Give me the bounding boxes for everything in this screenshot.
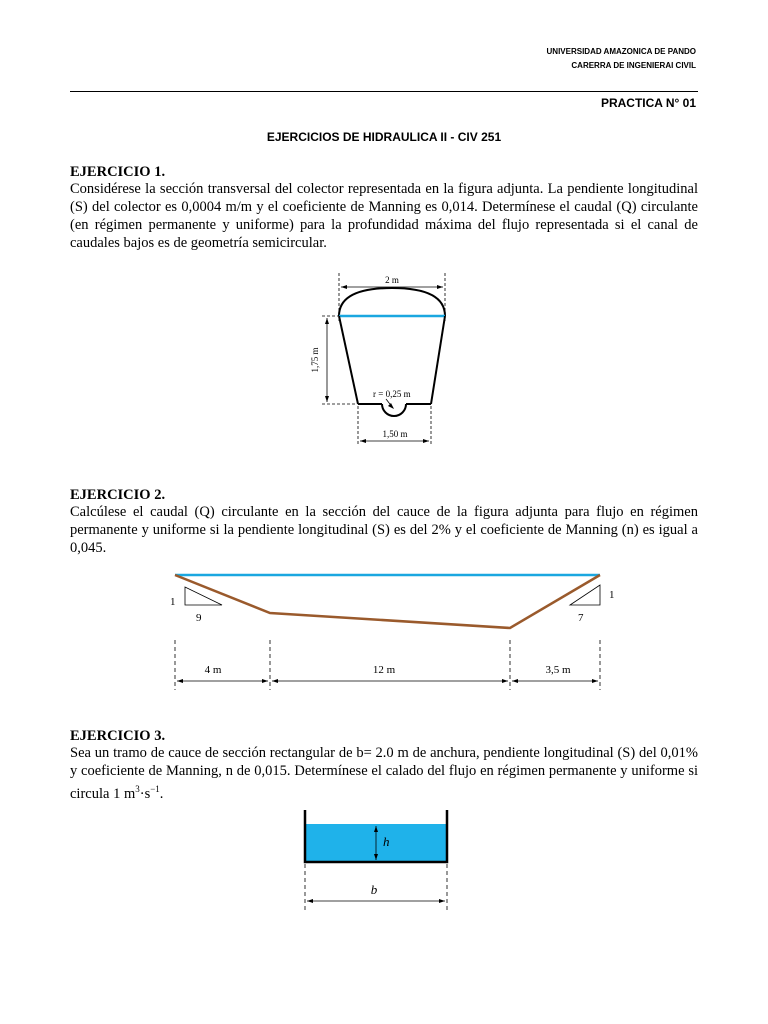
right-slope-vertical: 1: [609, 589, 615, 601]
exercise-1-heading: EJERCICIO 1.: [70, 164, 166, 180]
exercise-2-heading: EJERCICIO 2.: [70, 487, 166, 503]
header-rule: [70, 91, 698, 92]
radius-label: r = 0,25 m: [373, 389, 411, 399]
dim-left-label: 4 m: [204, 664, 222, 676]
practica-number: PRACTICA N° 01: [600, 96, 696, 110]
bottom-width-label: 1,50 m: [382, 429, 408, 439]
width-label: b: [370, 882, 378, 897]
exercise-3-text: Sea un tramo de cauce de sección rectangular de b= 2.0 m de anchura, pendiente longitudinal (S) del 0,01% y coeficiente de Manning, n de 0,015. Determínese el calado del flujo en régimen permanente y uniforme si circula 1 $m^3\cdot s^{-1}$.: [70, 745, 698, 802]
exercise-2-figure: [160, 565, 620, 695]
left-slope-horizontal: 9: [196, 612, 202, 624]
exercise-1-text: Considérese la sección transversal del colector representada en la figura adjunta. La pendiente longitudinal (S) del colector es 0,0004 m/m y el coeficiente de Manning es 0,014. Determínese el caudal (Q) circulante (en régimen permanente y uniforme) para la profundidad máxima del flujo representada si el canal de caudales bajos es de geometría semicircular.: [70, 181, 698, 251]
left-slope-vertical: 1: [170, 596, 176, 608]
top-width-label: 2 m: [385, 275, 399, 285]
depth-label: h: [383, 834, 390, 849]
channel-bed-line: [175, 575, 600, 628]
university-name: UNIVERSIDAD AMAZONICA DE PANDO: [546, 47, 696, 56]
dim-middle-label: 12 m: [372, 664, 396, 676]
exercise-1-figure: [300, 268, 470, 448]
exercise-2-text: Calcúlese el caudal (Q) circulante en la sección del cauce de la figura adjunta para flujo en régimen permanente y uniforme si la pendiente longitudinal (S) es del 2% y el coeficiente de Manning (n) es igual a 0,045.: [70, 504, 698, 556]
exercise-3-heading: EJERCICIO 3.: [70, 728, 166, 744]
document-title: EJERCICIOS DE HIDRAULICA II - CIV 251: [266, 130, 502, 144]
height-label: 1,75 m: [310, 347, 320, 373]
career-name: CARERRA DE INGENIERAI CIVIL: [571, 61, 696, 70]
exercise-3-figure: [295, 805, 460, 915]
dim-right-label: 3,5 m: [545, 664, 571, 676]
right-slope-horizontal: 7: [578, 612, 584, 624]
